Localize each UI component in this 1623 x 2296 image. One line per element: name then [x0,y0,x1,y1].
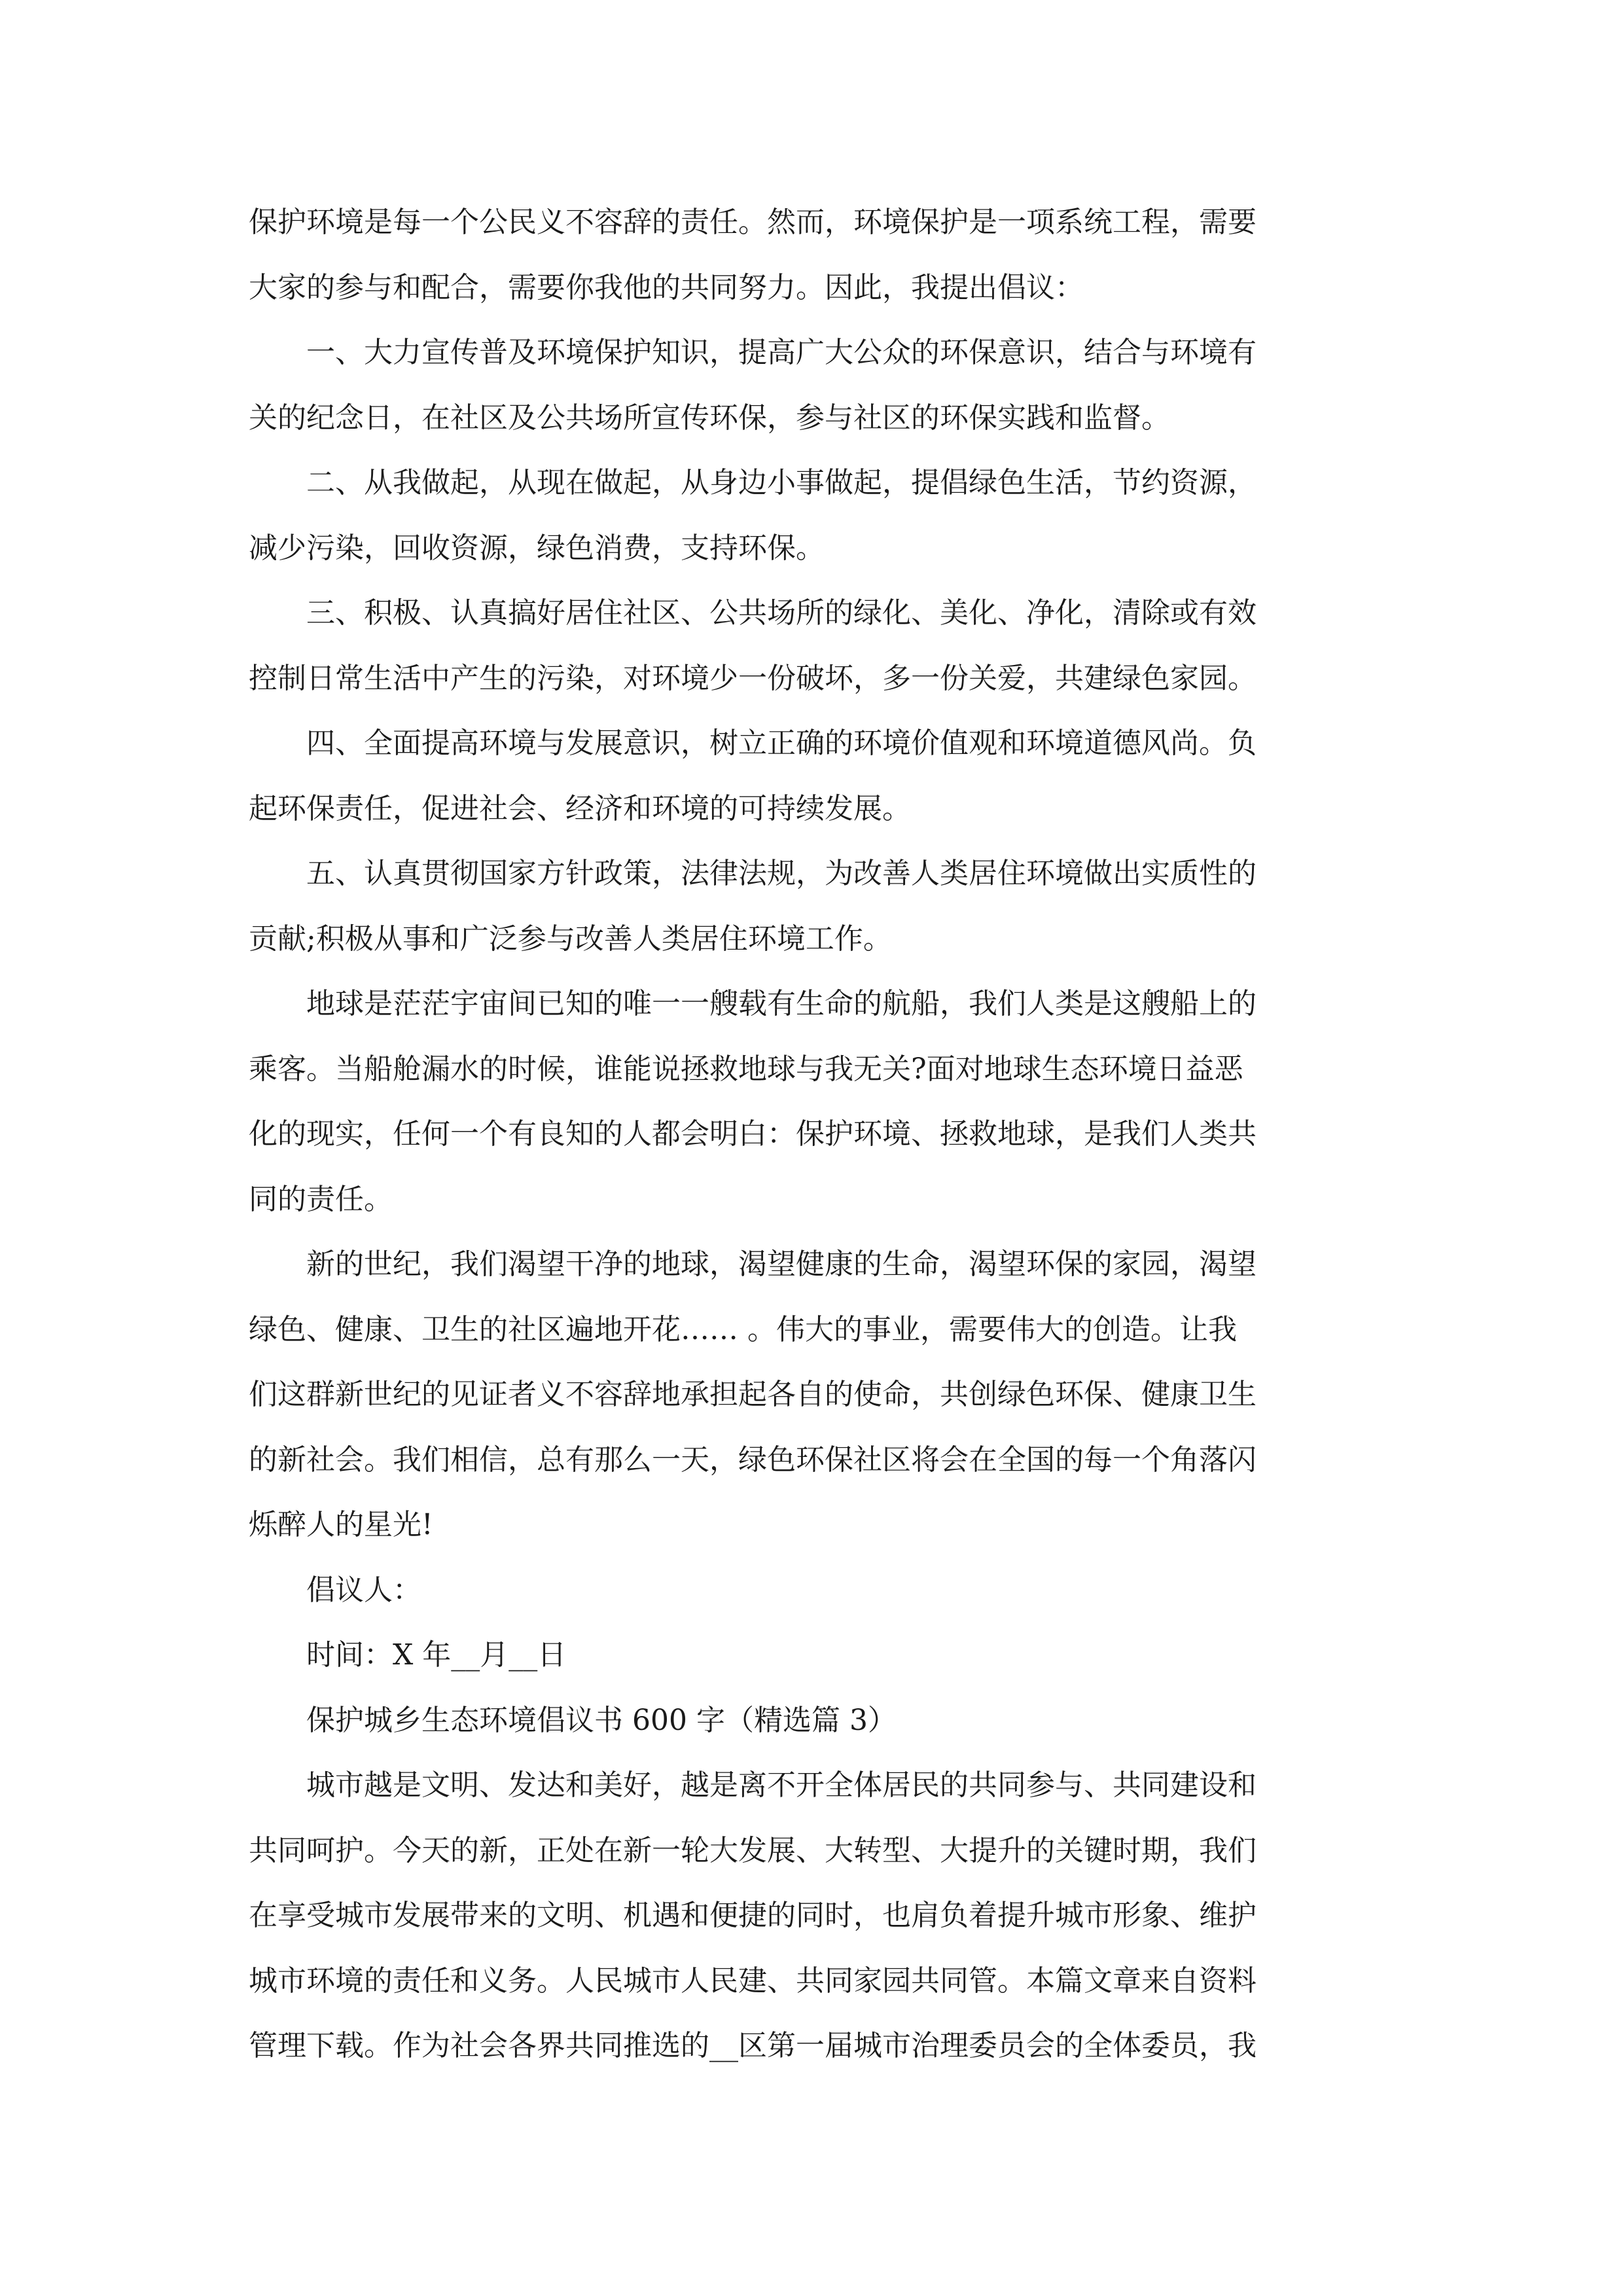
text-line: 保护环境是每一个公民义不容辞的责任。然而，环境保护是一项系统工程，需要 [249,206,1257,239]
text-line: 烁醉人的星光! [249,1508,433,1541]
text-line: 二、从我做起，从现在做起，从身边小事做起，提倡绿色生活，节约资源， [306,466,1257,499]
text-line: 城市越是文明、发达和美好，越是离不开全体居民的共同参与、共同建设和 [306,1768,1257,1802]
text-line: 们这群新世纪的见证者义不容辞地承担起各自的使命，共创绿色环保、健康卫生 [249,1378,1257,1411]
text-line: 共同呵护。今天的新，正处在新一轮大发展、大转型、大提升的关键时期，我们 [249,1833,1257,1867]
text-line: 五、认真贯彻国家方针政策，法律法规，为改善人类居住环境做出实质性的 [306,857,1257,890]
section-title: 保护城乡生态环境倡议书 600 字（精选篇 3） [306,1703,897,1737]
text-line: 化的现实，任何一个有良知的人都会明白：保护环境、拯救地球，是我们人类共 [249,1117,1257,1151]
text-line: 一、大力宣传普及环境保护知识，提高广大公众的环保意识，结合与环境有 [306,336,1257,369]
text-line: 贡献;积极从事和广泛参与改善人类居住环境工作。 [249,922,892,956]
text-line: 关的纪念日，在社区及公共场所宣传环保，参与社区的环保实践和监督。 [249,401,1170,435]
text-line: 起环保责任，促进社会、经济和环境的可持续发展。 [249,791,911,825]
text-line: 绿色、健康、卫生的社区遍地开花…… 。伟大的事业，需要伟大的创造。让我 [249,1312,1237,1346]
text-line: 减少污染，回收资源，绿色消费，支持环保。 [249,531,825,565]
text-line: 管理下载。作为社会各界共同推选的__区第一届城市治理委员会的全体委员，我 [249,2029,1257,2062]
text-line: 乘客。当船舱漏水的时候，谁能说拯救地球与我无关?面对地球生态环境日益恶 [249,1052,1243,1086]
text-line: 新的世纪，我们渴望干净的地球，渴望健康的生命，渴望环保的家园，渴望 [306,1247,1257,1281]
document-body [249,190,1420,2079]
signature-label: 倡议人： [306,1573,421,1607]
text-line: 城市环境的责任和义务。人民城市人民建、共同家园共同管。本篇文章来自资料 [249,1964,1257,1998]
date-line: 时间：X 年__月__日 [306,1638,567,1672]
text-line: 同的责任。 [249,1182,393,1216]
text-line: 大家的参与和配合，需要你我他的共同努力。因此，我提出倡议： [249,270,1084,304]
text-line: 三、积极、认真搞好居住社区、公共场所的绿化、美化、净化，清除或有效 [306,596,1257,630]
text-line: 四、全面提高环境与发展意识，树立正确的环境价值观和环境道德风尚。负 [306,726,1257,760]
text-line: 地球是茫茫宇宙间已知的唯一一艘载有生命的航船，我们人类是这艘船上的 [306,987,1257,1020]
text-line: 在享受城市发展带来的文明、机遇和便捷的同时，也肩负着提升城市形象、维护 [249,1899,1257,1932]
text-line: 的新社会。我们相信，总有那么一天，绿色环保社区将会在全国的每一个角落闪 [249,1443,1257,1477]
text-line: 控制日常生活中产生的污染，对环境少一份破坏，多一份关爱，共建绿色家园。 [249,661,1257,695]
